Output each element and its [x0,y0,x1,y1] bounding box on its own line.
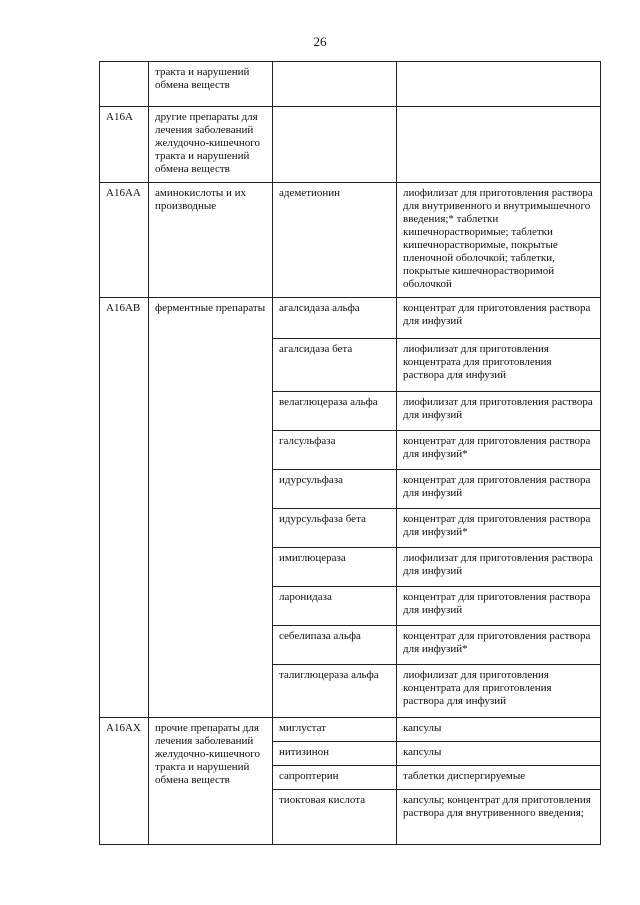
drug-name: имиглюцераза [273,548,397,587]
dosage-form: капсулы [397,742,601,766]
drug-name: талиглюцераза альфа [273,665,397,718]
drug-name: ларонидаза [273,587,397,626]
atc-code: A16A [100,107,149,183]
drug-name: галсульфаза [273,431,397,470]
dosage-form: лиофилизат для приготовления концентрата для приготовления раствора для инфузий [397,339,601,392]
table-row [100,62,601,107]
dosage-form: концентрат для приготовления раствора для инфузий [397,470,601,509]
dosage-form: лиофилизат для приготовления раствора для инфузий [397,548,601,587]
dosage-form: лиофилизат для приготовления раствора для инфузий [397,392,601,431]
drug-name: агалсидаза бета [273,339,397,392]
drug-name: идурсульфаза бета [273,509,397,548]
drug-name: тиоктовая кислота [273,790,397,845]
atc-code: A16AA [100,183,149,298]
dosage-form: концентрат для приготовления раствора для инфузий* [397,509,601,548]
drug-name: велаглюцераза альфа [273,392,397,431]
group-name: тракта и нарушений обмена веществ [149,62,273,107]
table-row [100,718,601,742]
drug-table [99,61,601,845]
drug-name: адеметионин [273,183,397,298]
dosage-form: лиофилизат для приготовления раствора для внутривенного и внутримышечного введения;* таблетки кишечнорастворимые; таблетки кишечнорастворимые, покрытые пленочной оболочкой; таблетки, покрытые кишечнорастворимой оболочкой [397,183,601,298]
drug-name: идурсульфаза [273,470,397,509]
group-name: ферментные препараты [149,298,273,718]
dosage-form: таблетки диспергируемые [397,766,601,790]
atc-code [100,62,149,107]
dosage-form: концентрат для приготовления раствора для инфузий* [397,626,601,665]
atc-code: A16AX [100,718,149,845]
group-name: аминокислоты и их производные [149,183,273,298]
atc-code: A16AB [100,298,149,718]
drug-name: себелипаза альфа [273,626,397,665]
dosage-form: лиофилизат для приготовления концентрата для приготовления раствора для инфузий [397,665,601,718]
drug-name: агалсидаза альфа [273,298,397,339]
drug-name: нитизинон [273,742,397,766]
group-name: другие препараты для лечения заболеваний желудочно-кишечного тракта и нарушений обмена веществ [149,107,273,183]
dosage-form: капсулы [397,718,601,742]
dosage-form: концентрат для приготовления раствора для инфузий [397,298,601,339]
dosage-form: концентрат для приготовления раствора для инфузий [397,587,601,626]
dosage-form: капсулы; концентрат для приготовления раствора для внутривенного введения; [397,790,601,845]
dosage-form [397,107,601,183]
table-row [100,107,601,183]
table-row [100,183,601,298]
page-number: 26 [313,34,327,49]
table-row [100,298,601,339]
dosage-form [397,62,601,107]
dosage-form: концентрат для приготовления раствора для инфузий* [397,431,601,470]
drug-name: сапроптерин [273,766,397,790]
drug-name: миглустат [273,718,397,742]
drug-name [273,62,397,107]
group-name: прочие препараты для лечения заболеваний желудочно-кишечного тракта и нарушений обмена веществ [149,718,273,845]
drug-name [273,107,397,183]
